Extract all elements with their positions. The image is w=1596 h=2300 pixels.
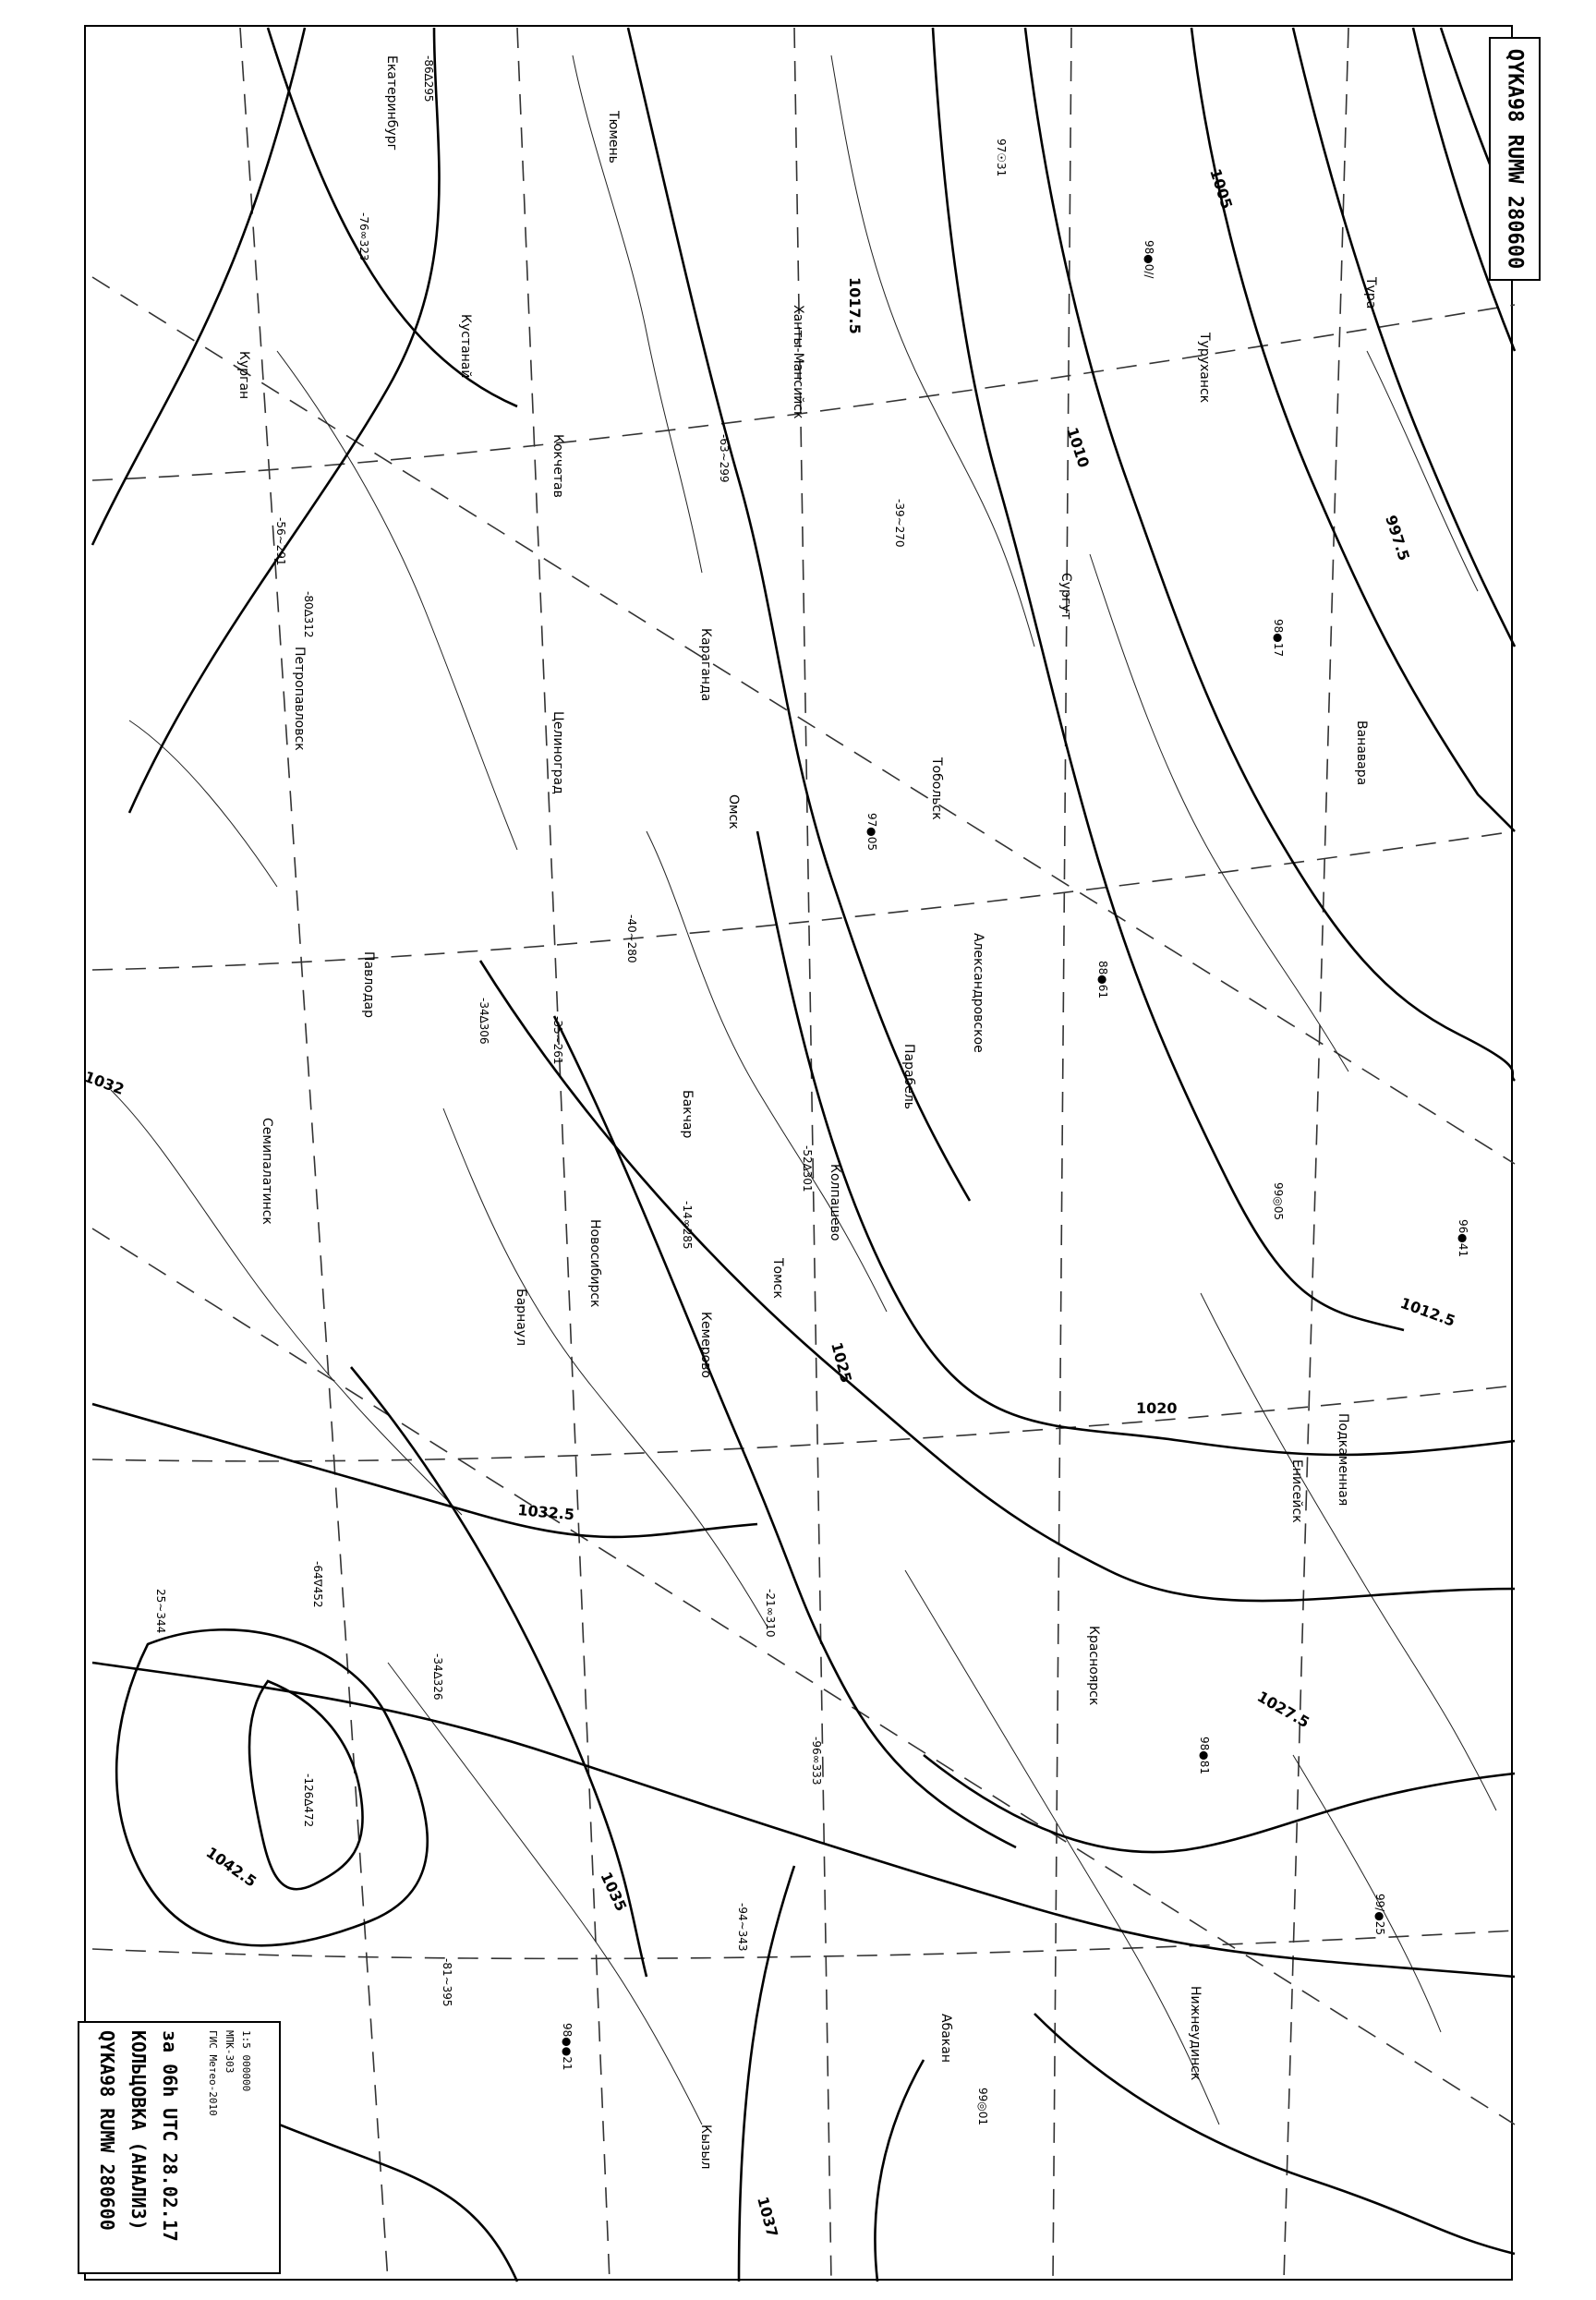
city-label: Колпашево [828,1164,842,1241]
station-plot: -35∼261 [551,1016,564,1065]
city-label: Тура [1363,277,1378,309]
station-plot: -63∼299 [718,434,731,483]
isobar-label: 1020 [1136,1399,1178,1417]
city-label: Енисейск [1289,1459,1304,1523]
station-plot: -56∼291 [274,517,287,566]
station-plot: 96●41 [1457,1219,1469,1258]
isobar-label: 1027.5 [1254,1688,1312,1732]
legend-scale: 1:5 000000 [240,2030,252,2092]
city-label: Бакчар [680,1090,695,1139]
station-plot: -76∞323 [357,212,370,261]
city-label: Подкаменная [1336,1413,1350,1507]
station-plot: 98●17 [1272,619,1285,658]
chart-title: QYKA98 RUMW 280600 [1503,48,1527,270]
city-label: Кызыл [698,2124,713,2170]
city-label: Новосибирск [587,1219,602,1308]
city-label: Ванавара [1354,720,1369,786]
station-plot: -34∆326 [431,1653,444,1701]
city-label: Курган [236,351,251,400]
isobar-label: 1032 [81,1067,127,1098]
station-plot: 98●●21 [561,2023,574,2071]
city-label: Петропавловск [292,647,307,751]
station-plot: -52∆301 [801,1145,814,1192]
station-plot: 98●0// [1143,240,1155,279]
chart-title-box [1489,37,1541,281]
city-label: Омск [726,794,741,829]
isobar-label: 1042.5 [202,1843,260,1891]
city-label: Александровское [971,933,985,1053]
isobar-label: 1017.5 [846,277,864,334]
city-label: Кемерово [698,1312,713,1378]
isobar-label: 1032.5 [516,1501,575,1524]
legend-credit-2: МПК-303 [224,2030,236,2074]
isobar-label: 1005 [1206,166,1237,212]
isobar-label: 1012.5 [1397,1293,1458,1330]
station-plot: -126∆472 [302,1773,315,1828]
city-label: Тюмень [606,111,621,163]
station-plot: 25∼344 [154,1589,167,1634]
station-plot: -94∼343 [736,1903,749,1952]
city-label: Тобольск [929,757,944,820]
legend-code: QYKA98 RUMW 280600 [96,2030,118,2231]
station-plot: -39∼270 [893,499,906,548]
city-label: Барнаул [514,1289,528,1347]
isobar-label: 997.5 [1382,513,1413,563]
legend-box [78,2021,281,2274]
isobar-label: 1035 [597,1869,631,1915]
city-label: Екатеринбург [384,55,399,151]
city-label: Сургут [1058,573,1073,620]
station-plot: -80∆312 [302,591,315,638]
city-label: Павлодар [361,951,376,1019]
station-plot: 97●05 [865,813,878,852]
station-plot: -81∼395 [441,1958,453,2007]
station-plot: -40∼280 [625,914,638,963]
isobar-label: 1025 [828,1340,856,1386]
station-plot: 98●81 [1198,1737,1211,1775]
city-label: Туруханск [1197,333,1212,404]
city-label: Караганда [698,628,713,702]
station-plot: 99◎05 [1272,1182,1285,1221]
city-label: Красноярск [1086,1626,1101,1706]
isobar-label: 1037 [754,2195,782,2240]
legend-name: КОЛЬЦОВКА (АНАЛИЗ) [127,2030,150,2231]
city-label: Ханты-Мансийск [791,305,805,419]
station-plot: -96∞333 [810,1737,823,1786]
station-plot: -34∆306 [478,998,490,1045]
city-label: Семипалатинск [260,1118,274,1225]
city-label: Парабель [901,1044,916,1110]
legend-time: за 06h UTC 28.02.17 [159,2030,181,2242]
city-label: Кустанай [458,314,473,379]
city-label: Целиноград [550,711,565,794]
city-label: Томск [770,1258,785,1299]
station-plot: 88●61 [1096,961,1109,999]
station-plot: -21∞310 [764,1589,777,1638]
station-plot: 97☉31 [995,139,1008,177]
city-label: Кокчетав [550,434,565,498]
station-plot: -64∇452 [311,1561,324,1608]
station-plot: 99◎01 [976,2088,989,2126]
city-label: Абакан [938,2014,953,2063]
city-label: Нижнеудинск [1188,1986,1203,2081]
legend-credit: ГИС Метео-2010 [207,2030,219,2116]
station-plot: -86∆295 [422,55,435,103]
station-plot: -14∞285 [681,1201,694,1250]
station-plot: 99/●25 [1373,1894,1386,1936]
isobar-label: 1010 [1063,425,1094,470]
